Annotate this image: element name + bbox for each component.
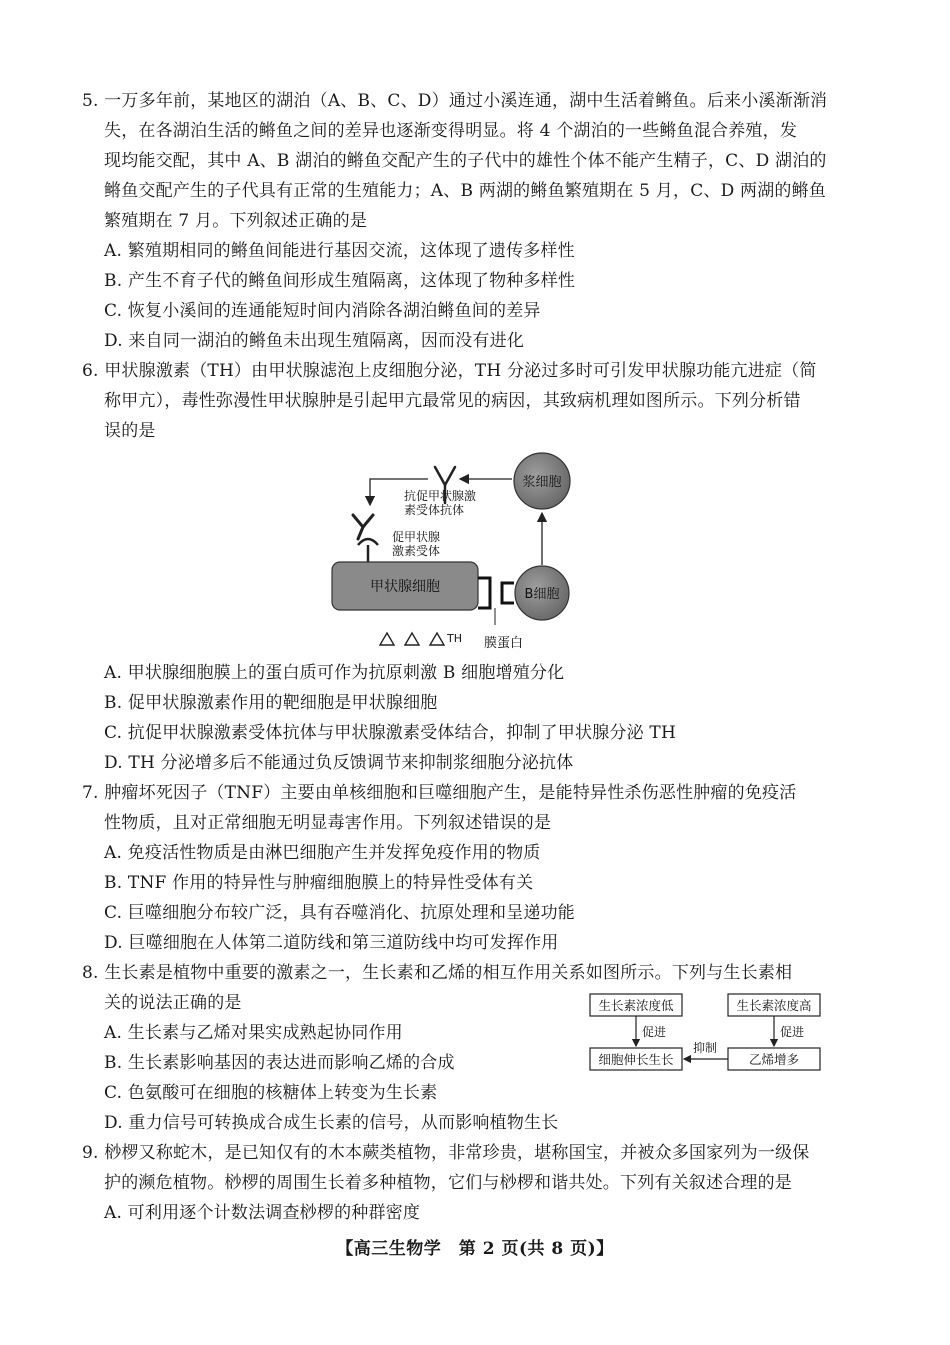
ethylene-label: 乙烯增多 [748,1052,800,1067]
q6-mechanism-diagram [320,445,580,655]
q6-stem-line-2: 称甲亢），毒性弥漫性甲状腺肿是引起甲亢最常见的病因，其致病机理如图所示。下列分析错 [104,391,801,411]
th-triangles-icon [380,633,444,645]
inhibit-label: 抑制 [693,1041,718,1055]
q5-option-a: A. 繁殖期相同的鳉鱼间能进行基因交流，这体现了遗传多样性 [104,241,575,261]
antibody-label-1: 抗促甲状腺激 [404,489,477,503]
plasma-cell-label: 浆细胞 [522,475,562,490]
q5-stem-line-1: 5. 一万多年前，某地区的湖泊（A、B、C、D）通过小溪连通，湖中生活着鳉鱼。后来小溪渐渐消 [82,91,828,111]
q5-stem-line-4: 鳉鱼交配产生的子代具有正常的生殖能力；A、B 两湖的鳉鱼繁殖期在 5 月，C、D 两湖的鳉鱼 [104,181,827,201]
receptor-label-1: 促甲状腺 [392,530,441,544]
q8-option-a: A. 生长素与乙烯对果实成熟起协同作用 [104,1023,403,1043]
q8-stem-line-2: 关的说法正确的是 [104,993,242,1013]
q8-option-b: B. 生长素影响基因的表达进而影响乙烯的合成 [104,1053,455,1073]
antibody-label-2: 素受体抗体 [404,503,465,517]
q7-stem-line-2: 性物质，且对正常细胞无明显毒害作用。下列叙述错误的是 [104,813,552,833]
th-label: TH [447,632,462,645]
q5-option-d: D. 来自同一湖泊的鳉鱼未出现生殖隔离，因而没有进化 [104,331,525,351]
q5-stem-line-3: 现均能交配，其中 A、B 湖泊的鳉鱼交配产生的子代中的雄性个体不能产生精子，C、D 湖泊的 [104,151,827,171]
q7-option-d: D. 巨噬细胞在人体第二道防线和第三道防线中均可发挥作用 [104,933,559,953]
auxin-high-label: 生长素浓度高 [736,998,812,1013]
bound-antibody-icon [353,515,373,539]
q8-stem-line-1: 8. 生长素是植物中重要的激素之一，生长素和乙烯的相互作用关系如图所示。下列与生长素相 [82,963,793,983]
membrane-protein-label: 膜蛋白 [484,636,524,651]
q8-option-d: D. 重力信号可转换成合成生长素的信号，从而影响植物生长 [104,1113,559,1133]
q6-stem-line-3: 误的是 [104,421,156,441]
b-cell-label: B细胞 [524,587,560,602]
promote-label-2: 促进 [780,1025,805,1039]
cell-growth-label: 细胞伸长生长 [598,1052,674,1067]
q6-stem-line-1: 6. 甲状腺激素（TH）由甲状腺滤泡上皮细胞分泌，TH 分泌过多时可引发甲状腺功能亢进症（简 [82,361,817,381]
q9-option-a: A. 可利用逐个计数法调查桫椤的种群密度 [104,1203,421,1223]
q5-option-c: C. 恢复小溪间的连通能短时间内消除各湖泊鳉鱼间的差异 [104,301,541,321]
thyroid-cell-label: 甲状腺细胞 [370,579,440,595]
q5-option-b: B. 产生不育子代的鳉鱼间形成生殖隔离，这体现了物种多样性 [104,271,576,291]
q5-stem-line-5: 繁殖期在 7 月。下列叙述正确的是 [104,211,368,231]
q8-auxin-ethylene-diagram [588,990,824,1076]
q7-option-a: A. 免疫活性物质是由淋巴细胞产生并发挥免疫作用的物质 [104,843,541,863]
membrane-protein-icon [478,578,514,608]
q6-option-b: B. 促甲状腺激素作用的靶细胞是甲状腺细胞 [104,693,438,713]
q6-option-d: D. TH 分泌增多后不能通过负反馈调节来抑制浆细胞分泌抗体 [104,753,574,773]
auxin-low-label: 生长素浓度低 [598,998,674,1013]
receptor-label-2: 激素受体 [392,544,441,558]
q7-option-c: C. 巨噬细胞分布较广泛，具有吞噬消化、抗原处理和呈递功能 [104,903,576,923]
q9-stem-line-2: 护的濒危植物。桫椤的周围生长着多种植物，它们与桫椤和谐共处。下列有关叙述合理的是 [104,1173,792,1193]
q9-stem-line-1: 9. 桫椤又称蛇木，是已知仅有的木本蕨类植物，非常珍贵，堪称国宝，并被众多国家列为一级保 [82,1143,810,1163]
promote-label-1: 促进 [642,1025,667,1039]
page-footer: 【高三生物学 第 2 页(共 8 页)】 [336,1239,614,1259]
receptor-icon [358,539,378,562]
q7-stem-line-1: 7. 肿瘤坏死因子（TNF）主要由单核细胞和巨噬细胞产生，是能特异性杀伤恶性肿瘤的免疫活 [82,783,797,803]
q8-option-c: C. 色氨酸可在细胞的核糖体上转变为生长素 [104,1083,438,1103]
q7-option-b: B. TNF 作用的特异性与肿瘤细胞膜上的特异性受体有关 [104,873,534,893]
q5-stem-line-2: 失，在各湖泊生活的鳉鱼之间的差异也逐渐变得明显。将 4 个湖泊的一些鳉鱼混合养殖，发 [104,121,798,141]
q6-option-c: C. 抗促甲状腺激素受体抗体与甲状腺激素受体结合，抑制了甲状腺分泌 TH [104,723,676,743]
q6-option-a: A. 甲状腺细胞膜上的蛋白质可作为抗原刺激 B 细胞增殖分化 [104,663,565,683]
